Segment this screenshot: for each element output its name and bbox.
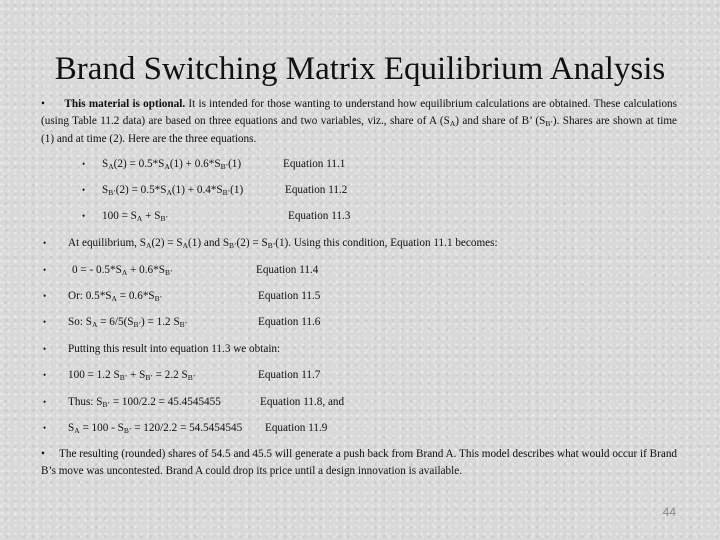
step-expression: [68, 368, 195, 382]
step-expression: [68, 342, 280, 356]
step-expression: [68, 289, 162, 303]
subscript: A: [108, 162, 114, 171]
subscript: B’: [220, 162, 229, 171]
step-expression: [68, 395, 221, 409]
expr-text: Or: 0.5*S: [68, 290, 112, 302]
bullet: •: [43, 344, 47, 354]
equation-label: Equation 11.3: [288, 210, 351, 222]
bullet: •: [43, 238, 47, 248]
expr-text: So: S: [68, 316, 92, 328]
subscript: A: [164, 162, 170, 171]
subscript: B’: [267, 241, 276, 250]
expr-text: + 0.6*S: [127, 264, 165, 276]
expr-text: + S: [127, 369, 146, 381]
subscript: B’: [108, 188, 116, 197]
equation-expression: [102, 209, 168, 223]
expr-text: 0 = - 0.5*S: [72, 264, 122, 276]
subscript: A: [449, 119, 456, 129]
bullet: •: [43, 423, 47, 433]
bullet: •: [41, 98, 45, 110]
subscript: A: [136, 214, 143, 223]
subscript: B’: [545, 119, 553, 129]
bullet: •: [43, 317, 47, 327]
expr-text: (2) = 0.5*S: [115, 184, 167, 196]
subscript: A: [166, 188, 172, 197]
expr-text: (1) + 0.4*S: [171, 184, 223, 196]
subscript: B’: [229, 241, 237, 250]
expr-text: Putting this result into equation 11.3 we obtain:: [68, 343, 281, 355]
subscript: B’: [145, 373, 153, 382]
bullet: •: [82, 185, 86, 195]
expr-text: = 0.6*S: [116, 290, 155, 302]
expr-text: = 6/5(S: [97, 316, 134, 328]
step-expression: [68, 315, 187, 329]
equation-label: Equation 11.2: [285, 184, 348, 196]
step-label: Equation 11.8, and: [260, 396, 345, 408]
expr-text: S: [102, 184, 109, 196]
expr-text: Thus: S: [68, 396, 103, 408]
expr-text: ) = 1.2 S: [141, 316, 180, 328]
expr-text: = 100/2.2 = 45.4545455: [110, 396, 221, 408]
expr-text: (1) + 0.6*S: [169, 158, 221, 170]
intro-bold: This material is optional.: [64, 98, 186, 110]
subscript: A: [111, 294, 117, 303]
bullet: •: [41, 448, 45, 460]
subscript: B’: [222, 188, 231, 197]
subscript: B’: [187, 373, 196, 382]
conclusion-text: The resulting (rounded) shares of 54.5 and 45.5 will generate a push back from Brand A. This model describes what would occur if Brand B’s move was uncontested. Brand A could drop its price until a design innovation is available.: [41, 448, 678, 478]
intro-text-3: ). Shares are shown at time (1) and at time (2). Here are the three equations.: [41, 115, 677, 145]
bullet: •: [82, 211, 86, 221]
expr-text: (2) = S: [236, 237, 268, 249]
expr-text: = 100 - S: [79, 422, 124, 434]
step-label: Equation 11.4: [256, 264, 319, 276]
equation-label: Equation 11.1: [283, 158, 346, 170]
subscript: B’: [123, 426, 132, 435]
expr-text: + S: [142, 210, 161, 222]
expr-text: S: [68, 422, 75, 434]
intro-paragraph: [41, 96, 677, 148]
intro-text-1: It is intended for those wanting to understand how equilibrium calculations are obtained. These calculations (using Table 11.2 data) are based on three equations and two variables, viz., share of A (S: [41, 98, 677, 128]
subscript: A: [121, 268, 128, 277]
bullet: •: [43, 370, 47, 380]
subscript: B’: [154, 294, 163, 303]
expr-text: = 120/2.2 = 54.5454545: [131, 422, 243, 434]
page-number: 44: [662, 505, 676, 519]
expr-text: (2) = 0.5*S: [113, 158, 165, 170]
expr-text: (1): [230, 184, 244, 196]
step-label: Equation 11.7: [258, 369, 321, 381]
subscript: A: [182, 241, 189, 250]
expr-text: (1): [228, 158, 242, 170]
expr-text: 100 = 1.2 S: [68, 369, 120, 381]
subscript: A: [91, 320, 98, 329]
step-label: Equation 11.5: [258, 290, 321, 302]
step-label: Equation 11.9: [265, 422, 328, 434]
slide-title: Brand Switching Matrix Equilibrium Analysis: [54, 51, 666, 87]
expr-text: S: [102, 158, 109, 170]
bullet: •: [82, 159, 86, 169]
subscript: B’: [160, 214, 168, 223]
step-label: Equation 11.6: [258, 316, 321, 328]
expr-text: At equilibrium, S: [68, 237, 147, 249]
subscript: B’: [179, 320, 188, 329]
bullet: •: [43, 397, 47, 407]
subscript: B’: [102, 400, 111, 409]
subscript: B’: [119, 373, 128, 382]
expr-text: 100 = S: [102, 210, 137, 222]
intro-text-2: ) and share of B’ (S: [455, 115, 546, 128]
step-expression: [68, 421, 242, 435]
bullet: •: [43, 291, 47, 301]
expr-text: (1). Using this condition, Equation 11.1 becomes:: [275, 237, 498, 249]
step-expression: [68, 236, 498, 250]
subscript: A: [74, 426, 80, 435]
step-expression: [72, 263, 172, 277]
expr-text: (1) and S: [188, 237, 230, 249]
conclusion-paragraph: [41, 446, 677, 481]
equation-expression: [102, 157, 241, 171]
subscript: A: [146, 241, 152, 250]
equation-expression: [102, 183, 243, 197]
subscript: B’: [164, 268, 173, 277]
bullet: •: [43, 265, 47, 275]
subscript: B’: [133, 320, 142, 329]
expr-text: = 2.2 S: [152, 369, 188, 381]
expr-text: (2) = S: [151, 237, 183, 249]
